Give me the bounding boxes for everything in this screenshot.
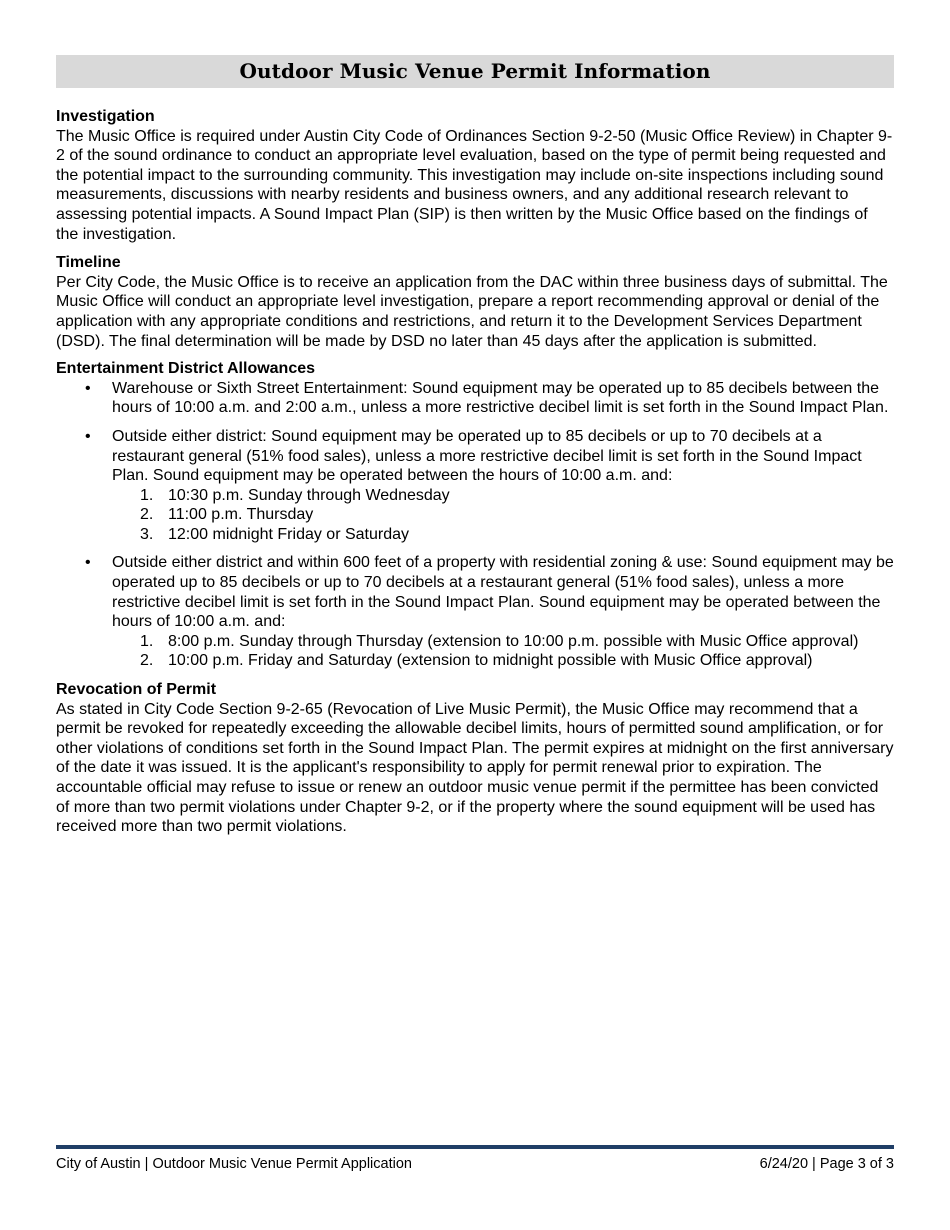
item-number: 1.: [140, 632, 154, 650]
numbered-item-text: 12:00 midnight Friday or Saturday: [168, 525, 410, 543]
section-timeline: [56, 253, 894, 351]
list-item-text: Outside either district: Sound equipment may be operated up to 85 decibels or up to 70 decibels at a restaurant general (51% food sales), unless a more restrictive decibel limit is set forth in the Sound Impact Plan. Sound equipment may be operated between the hours of 10:00 a.m. and:: [112, 427, 862, 485]
numbered-item-text: 8:00 p.m. Sunday through Thursday (extension to 10:00 p.m. possible with Music Office approval): [168, 632, 859, 650]
document-title: Outdoor Music Venue Permit Information: [239, 58, 711, 83]
numbered-item-text: 10:30 p.m. Sunday through Wednesday: [168, 486, 450, 504]
item-number: 1.: [140, 486, 154, 504]
section-body: The Music Office is required under Austin City Code of Ordinances Section 9-2-50 (Music Office Review) in Chapter 9-2 of the sound ordinance to conduct an appropriate level evaluation, based on the type of permit being requested and the potential impact to the surrounding community. This investigation may include on-site inspections including sound measurements, discussions with nearby residents and business owners, and any additional research relevant to assessing potential impacts. A Sound Impact Plan (SIP) is then written by the Music Office based on the findings of the investigation.: [56, 127, 893, 243]
section-heading: Investigation: [56, 108, 155, 125]
bullet-icon: •: [85, 554, 91, 572]
section-heading: Revocation of Permit: [56, 681, 217, 699]
list-item: [56, 553, 894, 671]
numbered-item: [112, 632, 894, 652]
numbered-item: [112, 486, 894, 506]
section-body: Per City Code, the Music Office is to receive an application from the DAC within three business days of submittal. The Music Office will conduct an appropriate level investigation, prepare a report recommending approval or denial of the application with any appropriate conditions and restrictions, and return it to the Development Services Department (DSD). The final determination will be made by DSD no later than 45 days after the application is submitted.: [56, 273, 888, 350]
section-body: As stated in City Code Section 9-2-65 (Revocation of Live Music Permit), the Music Office may recommend that a permit be revoked for repeatedly exceeding the allowable decibel limits, hours of permitted sound amplification, or for other violations of conditions set forth in the Sound Impact Plan. The permit expires at midnight on the first anniversary of the date it was issued. It is the applicant's responsibility to apply for permit renewal prior to expiration. The accountable official may refuse to issue or renew an outdoor music venue permit if the permittee has been convicted of more than two permit violations under Chapter 9-2, or if the property where the sound equipment will be used has received more than two permit violations.: [56, 700, 894, 836]
list-item-text: Warehouse or Sixth Street Entertainment: Sound equipment may be operated up to 85 decibels between the hours of 10:00 a.m. and 2:00 a.m., unless a more restrictive decibel limit is set forth in the Sound Impact Plan.: [112, 379, 889, 417]
footer-rule: [56, 1145, 894, 1149]
hours-list: [112, 632, 894, 671]
bullet-icon: •: [85, 427, 91, 445]
page-footer: [56, 1155, 894, 1173]
allowances-list: [56, 379, 894, 671]
section-revocation: [56, 680, 894, 837]
numbered-item: [112, 525, 894, 545]
list-item-text: Outside either district and within 600 feet of a property with residential zoning & use: Sound equipment may be operated up to 85 decibels or up to 70 decibels at a restaurant general (51% food sales), unless a more restrictive decibel limit is set forth in the Sound Impact Plan. Sound equipment may be operated between the hours of 10:00 a.m. and:: [112, 554, 894, 631]
bullet-icon: •: [85, 379, 91, 397]
numbered-item: [112, 505, 894, 525]
item-number: 2.: [140, 506, 154, 524]
hours-list: [112, 486, 894, 545]
section-investigation: [56, 107, 894, 244]
list-item: [56, 427, 894, 545]
footer-document-name: City of Austin | Outdoor Music Venue Permit Application: [56, 1156, 412, 1172]
numbered-item-text: 10:00 p.m. Friday and Saturday (extension to midnight possible with Music Office approval): [168, 652, 813, 670]
title-banner: [56, 55, 894, 88]
footer-date-page: 6/24/20 | Page 3 of 3: [759, 1156, 894, 1172]
list-item: [56, 379, 894, 418]
numbered-item: [112, 651, 894, 671]
section-heading: Entertainment District Allowances: [56, 360, 316, 378]
section-heading: Timeline: [56, 254, 121, 272]
section-entertainment-districts: [56, 359, 894, 671]
item-number: 3.: [140, 525, 154, 543]
document-page: [56, 55, 894, 837]
item-number: 2.: [140, 652, 154, 670]
numbered-item-text: 11:00 p.m. Thursday: [168, 506, 314, 524]
